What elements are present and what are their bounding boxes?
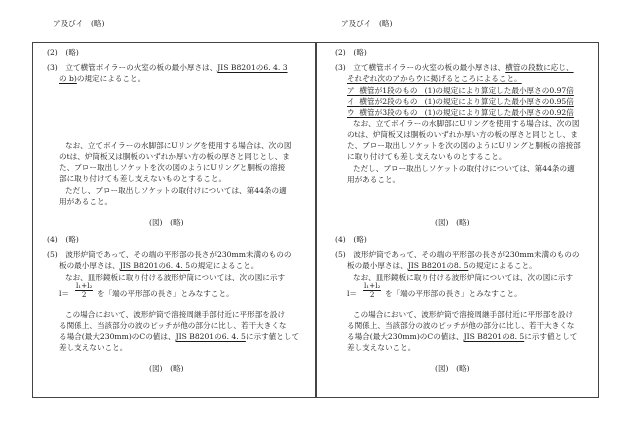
right-list-item-a [347, 85, 574, 96]
right-formula-denominator: 2 [369, 290, 375, 299]
right-list-mark: ア [347, 86, 355, 95]
right-note2-line2: 用があること。 [347, 175, 401, 184]
right-note1-line2: のtは、炉筒板又は胴板のいずれか厚い方の板の厚さと同じとし、ま [347, 130, 578, 139]
left-formula-prefix: l＝ [59, 289, 70, 298]
left-item-3-ref2: の b) [59, 74, 77, 83]
left-item-3-tail: の規定によること。 [76, 74, 146, 83]
left-column [32, 19, 316, 398]
right-list-value: (1)の規定により算定した最小厚さの0.95倍 [424, 97, 574, 106]
right-note1-line1: なお、立てボイラーの水脚部にUリングを使用する場合は、次の図 [353, 119, 580, 128]
right-item-5-ref: JIS B8201の8. 5 [407, 261, 469, 270]
right-list-mark: ウ [347, 108, 355, 117]
right-list-cond: 横管が3段のもの [359, 108, 418, 117]
right-item-5-p2-line1: この場合において、波形炉筒で溶接周継手部付近に平形部を設け [353, 310, 574, 319]
left-item-5-p2-line1: この場合において、波形炉筒で溶接周継手部付近に平形部を設け [65, 310, 286, 319]
right-list-item-u [347, 107, 574, 118]
right-item-5-text: 板の最小厚さは、 [347, 261, 408, 270]
left-note1-line2: のtは、炉筒板又は胴板のいずれか厚い方の板の厚さと同じとし、ま [59, 152, 290, 161]
left-item-5-p2-tail: に示す値として [245, 332, 300, 341]
left-item-4: (4) (略) [47, 235, 79, 244]
left-item-5-p2-line2: る関係上、当該部分の波のピッチが他の部分に比し、若干大きくな [59, 321, 287, 330]
right-formula-fraction [363, 282, 381, 299]
right-list-cond: 横管が2段のもの [359, 97, 418, 106]
left-item-5-p2-line4: 差し支えないこと。 [59, 343, 128, 352]
left-item-3-ref: JIS B8201の6. 4. 3 [217, 63, 288, 72]
right-formula-prefix: l＝ [347, 289, 358, 298]
right-item-5-p2-line3 [347, 331, 577, 342]
right-item-3-line2 [347, 73, 522, 84]
left-item-3-line1 [47, 62, 288, 73]
left-item-3-text: (3) 立て横管ボイラーの火室の板の最小厚さは、 [47, 63, 218, 72]
right-list-value: (1)の規定により算定した最小厚さの0.92倍 [424, 108, 574, 117]
right-formula-numerator: l₁+l₂ [364, 281, 381, 290]
left-item-5-tail: の規定によること。 [190, 261, 259, 270]
right-list-mark: イ [347, 97, 355, 106]
left-item-5-line3: なお、皿形鏡板に取り付ける波形炉筒については、次の図に示す [65, 273, 286, 282]
left-formula-denominator: 2 [81, 290, 87, 299]
left-item-5-text: 板の最小厚さは、 [59, 261, 120, 270]
right-note2-line1: ただし、ブロー取出しソケットの取付けについては、第44条の適 [353, 164, 575, 173]
right-header: ア及びイ (略) [341, 19, 393, 28]
right-item-3-line2-text: それぞれ次のアからウに掲げるところによること。 [347, 74, 522, 83]
right-item-5-p2-line4: 差し支えないこと。 [347, 343, 416, 352]
right-list-cond: 横管が1段のもの [359, 86, 418, 95]
left-item-2: (2) (略) [47, 48, 79, 57]
left-note1-line4: 部に取り付けても差し支えないものとすること。 [59, 174, 227, 183]
left-figure-2: (図) (略) [149, 364, 184, 373]
right-list-value: (1)の規定により算定した最小厚さの0.97倍 [424, 86, 574, 95]
right-note1-line4: に取り付けても差し支えないものとすること。 [347, 152, 507, 161]
left-item-3-line2 [59, 73, 145, 84]
left-note2-line1: ただし、ブロー取出しソケットの取付けについては、第44条の適 [65, 186, 287, 195]
left-item-5-p2-line3 [59, 331, 299, 342]
right-item-5-p2-ref: JIS B8201の8. 5 [463, 332, 525, 341]
right-figure-2: (図) (略) [435, 364, 470, 373]
right-item-5-p2-line2: る関係上、当該部分の波のピッチが他の部分に比し、若干大きくな [347, 321, 575, 330]
left-formula-suffix: を「端の平形部の長さ」とみなすこと。 [97, 289, 234, 298]
right-note1-line3: た、ブロー取出しソケットを次の図のようにUリングと胴板の溶接部 [347, 141, 581, 150]
right-item-3-text: (3) 立て横管ボイラーの火室の板の最小厚さは、 [335, 63, 506, 72]
right-item-3-ref: 横管の段数に応じ、 [505, 63, 574, 72]
right-list-item-i [347, 96, 574, 107]
right-item-5-p2-text: る場合(最大230mm)のCの値は、 [347, 332, 464, 341]
left-figure-1: (図) (略) [149, 218, 184, 227]
left-item-5-line1: (5) 波形炉筒であって、その端の平形部の長さが230mm未満のものの [47, 250, 292, 259]
right-item-5-p2-tail: に示す値として [524, 332, 578, 341]
left-note1-line1: なお、立てボイラーの水脚部にUリングを使用する場合は、次の図 [65, 141, 292, 150]
right-item-5-line1: (5) 波形炉筒であって、その端の平形部の長さが230mm未満のものの [335, 250, 580, 259]
left-note1-line3: た、ブロー取出しソケットを次の図のようにUリングと胴板の溶接 [59, 163, 286, 172]
right-item-2: (2) (略) [335, 48, 367, 57]
right-item-5-line3: なお、皿形鏡板に取り付ける波形炉筒については、次の図に示す [353, 273, 574, 282]
right-item-4: (4) (略) [335, 235, 367, 244]
right-item-5-line2 [347, 260, 537, 271]
left-item-5-ref: JIS B8201の6. 4. 5 [119, 261, 191, 270]
left-item-5-p2-ref: JIS B8201の6. 4. 5 [175, 332, 246, 341]
left-item-5-p2-text: る場合(最大230mm)のCの値は、 [59, 332, 176, 341]
left-formula-numerator: l₁+l₂ [76, 281, 93, 290]
left-note2-line2: 用があること。 [59, 197, 113, 206]
right-item-3-line1 [335, 62, 574, 73]
left-formula-fraction [75, 282, 93, 299]
right-column [316, 19, 599, 398]
left-item-5-line2 [59, 260, 258, 271]
right-formula-suffix: を「端の平形部の長さ」とみなすこと。 [385, 289, 522, 298]
right-figure-1: (図) (略) [435, 218, 470, 227]
left-header: ア及びイ (略) [53, 19, 105, 28]
right-item-5-tail: の規定によること。 [468, 261, 537, 270]
